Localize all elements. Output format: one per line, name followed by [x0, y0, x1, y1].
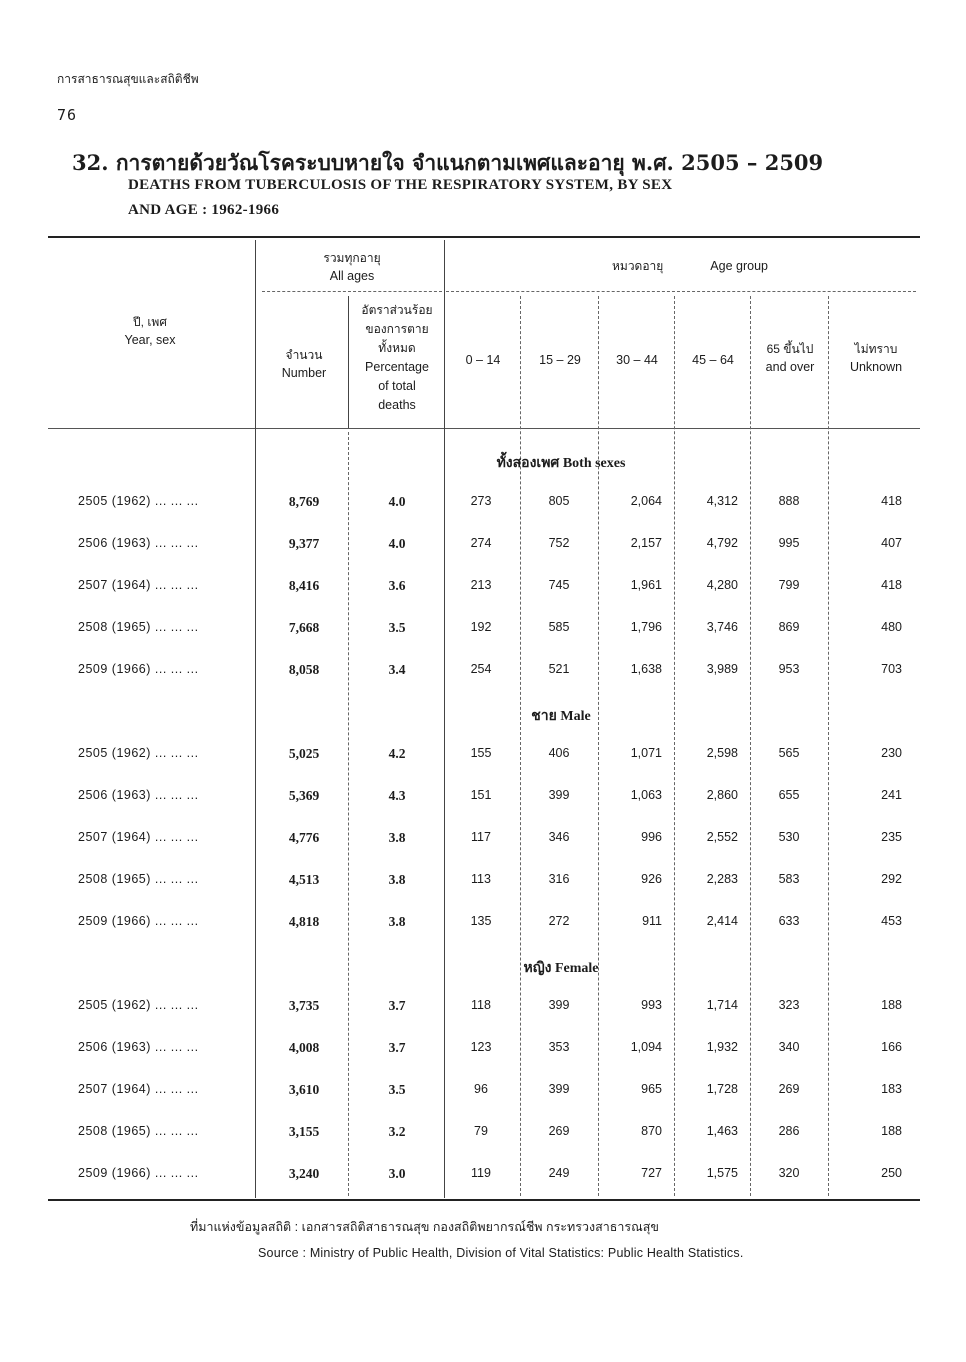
table-row: [0, 494, 966, 516]
header-age-65-th: 65 ขึ้นไป: [766, 342, 814, 356]
age-15-29-cell: 521: [548, 662, 570, 676]
header-year-sex-en: Year, sex: [124, 333, 176, 347]
table-title-thai: 32. การตายด้วยวัณโรคระบบหายใจ จำแนกตามเพศและอายุ พ.ศ. 2505 – 2509: [72, 150, 824, 175]
age-45-64-cell: 3,746: [706, 620, 738, 634]
number-cell: 7,668: [288, 620, 320, 635]
table-row: [0, 830, 966, 852]
age-30-44-cell: 2,157: [630, 536, 662, 550]
age-45-64-cell: 1,932: [706, 1040, 738, 1054]
age-15-29-cell: 745: [548, 578, 570, 592]
percentage-cell: 4.2: [388, 746, 406, 761]
all-ages-sub-rule: [262, 291, 442, 292]
age-65-over-cell: 655: [778, 788, 800, 802]
age-0-14-cell: 96: [474, 1082, 488, 1096]
age-unknown-cell: 703: [881, 662, 902, 676]
header-unknown-en: Unknown: [849, 360, 903, 374]
age-30-44-cell: 870: [641, 1124, 662, 1138]
header-number-en: Number: [281, 366, 327, 380]
age-45-64-cell: 2,552: [706, 830, 738, 844]
percentage-cell: 3.8: [388, 872, 406, 887]
header-bottom-rule: [48, 428, 920, 429]
number-cell: 3,155: [288, 1124, 320, 1139]
age-0-14-cell: 274: [470, 536, 492, 550]
age-15-29-cell: 399: [548, 788, 570, 802]
table-row: [0, 914, 966, 936]
number-cell: 4,818: [288, 914, 320, 929]
age-15-29-cell: 805: [548, 494, 570, 508]
table-title-english-line1: DEATHS FROM TUBERCULOSIS OF THE RESPIRATORY SYSTEM, BY SEX: [128, 177, 673, 193]
header-year-sex: [90, 313, 210, 349]
table-row: [0, 662, 966, 684]
age-30-44-cell: 926: [641, 872, 662, 886]
header-age-group-th: หมวดอายุ: [612, 259, 664, 273]
header-percentage: [350, 301, 444, 415]
header-unknown: [832, 340, 920, 376]
header-pct-en3: deaths: [378, 398, 416, 412]
header-pct-th2: ของการตาย: [365, 322, 429, 336]
age-15-29-cell: 353: [548, 1040, 570, 1054]
percentage-cell: 3.6: [388, 578, 406, 593]
age-45-64-cell: 1,463: [706, 1124, 738, 1138]
header-number-th: จำนวน: [285, 348, 323, 362]
age-0-14-cell: 113: [471, 872, 491, 886]
header-pct-th3: ทั้งหมด: [378, 341, 416, 355]
age-unknown-cell: 188: [881, 1124, 902, 1138]
year-cell: 2509 (1966) ... ... ...: [78, 662, 199, 676]
age-30-44-cell: 1,071: [630, 746, 662, 760]
number-cell: 4,513: [288, 872, 320, 887]
header-age-group: [560, 257, 820, 275]
age-unknown-cell: 407: [881, 536, 902, 550]
age-45-64-cell: 2,860: [706, 788, 738, 802]
age-0-14-cell: 117: [471, 830, 491, 844]
age-15-29-cell: 399: [548, 998, 570, 1012]
number-cell: 8,058: [288, 662, 320, 677]
age-0-14-cell: 155: [470, 746, 492, 760]
number-cell: 9,377: [288, 536, 320, 551]
age-15-29-cell: 269: [548, 1124, 570, 1138]
table-title-english-line2: AND AGE : 1962-1966: [128, 202, 280, 218]
age-15-29-cell: 316: [548, 872, 570, 886]
age-30-44-cell: 965: [641, 1082, 662, 1096]
age-30-44-cell: 1,961: [630, 578, 662, 592]
percentage-cell: 3.5: [388, 620, 406, 635]
number-cell: 4,776: [288, 830, 320, 845]
age-65-over-cell: 869: [778, 620, 800, 634]
table-row: [0, 788, 966, 810]
year-cell: 2509 (1966) ... ... ...: [78, 914, 199, 928]
age-0-14-cell: 119: [471, 1166, 491, 1180]
percentage-cell: 4.0: [388, 494, 406, 509]
age-30-44-cell: 1,638: [630, 662, 662, 676]
age-45-64-cell: 3,989: [706, 662, 738, 676]
year-cell: 2506 (1963) ... ... ...: [78, 1040, 199, 1054]
age-unknown-cell: 292: [881, 872, 902, 886]
age-15-29-cell: 752: [548, 536, 570, 550]
age-30-44-cell: 1,094: [630, 1040, 662, 1054]
age-45-64-cell: 2,414: [706, 914, 738, 928]
table-top-rule: [48, 236, 920, 238]
age-65-over-cell: 269: [778, 1082, 800, 1096]
year-cell: 2508 (1965) ... ... ...: [78, 872, 199, 886]
table-row: [0, 620, 966, 642]
table-row: [0, 1040, 966, 1062]
header-age-group-en: Age group: [710, 259, 768, 273]
number-cell: 8,416: [288, 578, 320, 593]
age-0-14-cell: 123: [470, 1040, 492, 1054]
header-all-ages: [262, 249, 442, 285]
age-0-14-cell: 254: [470, 662, 492, 676]
table-bottom-rule: [48, 1199, 920, 1201]
age-15-29-cell: 585: [548, 620, 570, 634]
age-unknown-cell: 166: [881, 1040, 902, 1054]
year-cell: 2506 (1963) ... ... ...: [78, 788, 199, 802]
header-pct-th1: อัตราส่วนร้อย: [361, 303, 433, 317]
age-45-64-cell: 1,714: [706, 998, 738, 1012]
age-45-64-cell: 2,598: [706, 746, 738, 760]
year-cell: 2506 (1963) ... ... ...: [78, 536, 199, 550]
age-30-44-cell: 1,063: [630, 788, 662, 802]
age-30-44-cell: 1,796: [630, 620, 662, 634]
running-header: การสาธารณสุขและสถิติชีพ: [57, 72, 199, 86]
age-unknown-cell: 188: [881, 998, 902, 1012]
year-cell: 2507 (1964) ... ... ...: [78, 578, 199, 592]
header-age-65-en: and over: [765, 360, 815, 374]
age-65-over-cell: 633: [778, 914, 800, 928]
age-15-29-cell: 399: [548, 1082, 570, 1096]
age-30-44-cell: 2,064: [630, 494, 662, 508]
age-unknown-cell: 230: [881, 746, 902, 760]
age-45-64-cell: 1,728: [706, 1082, 738, 1096]
age-unknown-cell: 453: [881, 914, 902, 928]
age-unknown-cell: 480: [881, 620, 902, 634]
col-rule-number: [348, 296, 349, 428]
year-cell: 2507 (1964) ... ... ...: [78, 1082, 199, 1096]
percentage-cell: 3.5: [388, 1082, 406, 1097]
age-65-over-cell: 953: [778, 662, 800, 676]
header-number: [262, 346, 346, 382]
table-row: [0, 536, 966, 558]
percentage-cell: 4.3: [388, 788, 406, 803]
table-row: [0, 746, 966, 768]
header-age-45-64: 45 – 64: [692, 353, 734, 367]
section-label: หญิง Female: [523, 961, 599, 976]
number-cell: 4,008: [288, 1040, 320, 1055]
age-15-29-cell: 346: [548, 830, 570, 844]
table-row: [0, 578, 966, 600]
header-year-sex-th: ปี, เพศ: [133, 315, 167, 329]
age-unknown-cell: 241: [881, 788, 902, 802]
age-0-14-cell: 151: [470, 788, 492, 802]
age-15-29-cell: 249: [548, 1166, 570, 1180]
age-65-over-cell: 286: [778, 1124, 800, 1138]
header-age-15-29: 15 – 29: [539, 353, 581, 367]
year-cell: 2505 (1962) ... ... ...: [78, 494, 199, 508]
age-65-over-cell: 583: [778, 872, 800, 886]
age-0-14-cell: 79: [474, 1124, 488, 1138]
year-cell: 2507 (1964) ... ... ...: [78, 830, 199, 844]
year-cell: 2505 (1962) ... ... ...: [78, 746, 199, 760]
age-group-sub-rule: [446, 291, 916, 292]
year-cell: 2509 (1966) ... ... ...: [78, 1166, 199, 1180]
header-all-ages-th: รวมทุกอายุ: [323, 251, 381, 265]
table-row: [0, 1166, 966, 1188]
age-65-over-cell: 320: [778, 1166, 800, 1180]
age-0-14-cell: 118: [471, 998, 491, 1012]
age-unknown-cell: 235: [881, 830, 902, 844]
age-65-over-cell: 565: [778, 746, 800, 760]
header-age-30-44: 30 – 44: [616, 353, 658, 367]
percentage-cell: 3.2: [388, 1124, 406, 1139]
percentage-cell: 3.0: [388, 1166, 406, 1181]
table-row: [0, 872, 966, 894]
age-65-over-cell: 995: [778, 536, 800, 550]
age-30-44-cell: 727: [641, 1166, 662, 1180]
age-65-over-cell: 799: [778, 578, 800, 592]
age-unknown-cell: 250: [881, 1166, 902, 1180]
age-15-29-cell: 272: [548, 914, 570, 928]
age-65-over-cell: 323: [778, 998, 800, 1012]
year-cell: 2508 (1965) ... ... ...: [78, 620, 199, 634]
age-65-over-cell: 340: [778, 1040, 800, 1054]
age-unknown-cell: 183: [881, 1082, 902, 1096]
age-0-14-cell: 213: [470, 578, 492, 592]
table-row: [0, 1124, 966, 1146]
header-age-0-14: 0 – 14: [465, 353, 501, 367]
number-cell: 3,610: [288, 1082, 320, 1097]
header-pct-en2: of total: [378, 379, 416, 393]
percentage-cell: 3.8: [388, 914, 406, 929]
age-0-14-cell: 192: [470, 620, 492, 634]
year-cell: 2505 (1962) ... ... ...: [78, 998, 199, 1012]
header-unknown-th: ไม่ทราบ: [854, 342, 898, 356]
age-30-44-cell: 993: [641, 998, 662, 1012]
age-15-29-cell: 406: [548, 746, 570, 760]
age-0-14-cell: 273: [470, 494, 492, 508]
age-unknown-cell: 418: [881, 578, 902, 592]
age-45-64-cell: 4,792: [706, 536, 738, 550]
percentage-cell: 3.7: [388, 1040, 406, 1055]
age-45-64-cell: 1,575: [706, 1166, 738, 1180]
header-all-ages-en: All ages: [329, 269, 375, 283]
age-30-44-cell: 911: [642, 914, 662, 928]
percentage-cell: 3.4: [388, 662, 406, 677]
age-45-64-cell: 4,280: [706, 578, 738, 592]
number-cell: 3,735: [288, 998, 320, 1013]
header-age-65-over: [752, 340, 828, 376]
percentage-cell: 3.8: [388, 830, 406, 845]
section-label: ทั้งสองเพศ Both sexes: [496, 456, 626, 471]
number-cell: 5,025: [288, 746, 320, 761]
percentage-cell: 4.0: [388, 536, 406, 551]
number-cell: 8,769: [288, 494, 320, 509]
age-30-44-cell: 996: [641, 830, 662, 844]
age-45-64-cell: 2,283: [706, 872, 738, 886]
table-row: [0, 1082, 966, 1104]
header-pct-en1: Percentage: [365, 360, 429, 374]
source-note-english: Source : Ministry of Public Health, Division of Vital Statistics: Public Health Statistics.: [258, 1246, 744, 1260]
table-row: [0, 998, 966, 1020]
source-note-thai: ที่มาแห่งข้อมูลสถิติ : เอกสารสถิติสาธารณสุข กองสถิติพยากรณ์ชีพ กระทรวงสาธารณสุข: [190, 1220, 659, 1234]
section-label: ชาย Male: [531, 709, 591, 724]
page-number: 76: [57, 106, 78, 124]
year-cell: 2508 (1965) ... ... ...: [78, 1124, 199, 1138]
number-cell: 5,369: [288, 788, 320, 803]
age-65-over-cell: 530: [778, 830, 800, 844]
age-unknown-cell: 418: [881, 494, 902, 508]
age-65-over-cell: 888: [778, 494, 800, 508]
age-0-14-cell: 135: [470, 914, 492, 928]
age-45-64-cell: 4,312: [706, 494, 738, 508]
percentage-cell: 3.7: [388, 998, 406, 1013]
number-cell: 3,240: [288, 1166, 320, 1181]
